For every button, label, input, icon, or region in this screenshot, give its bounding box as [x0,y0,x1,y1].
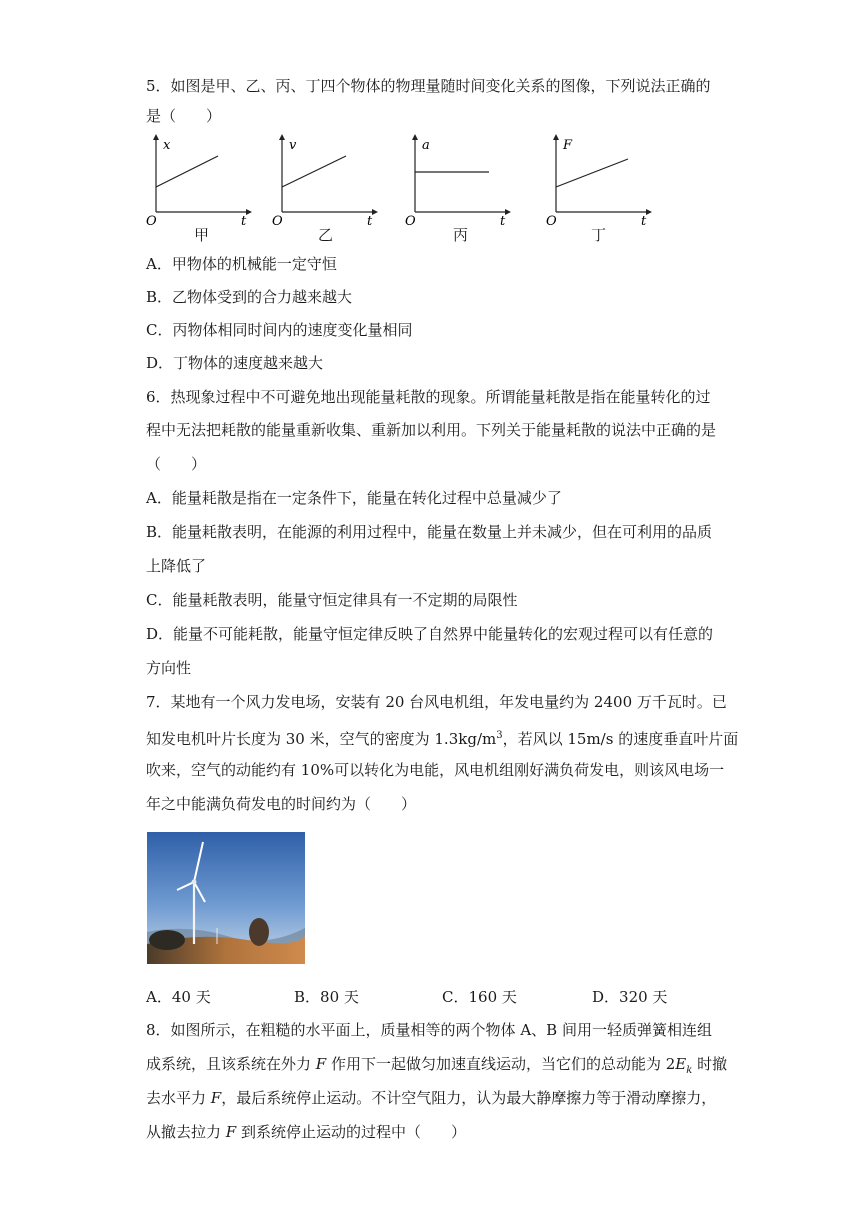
q5-graphs [146,132,666,242]
graph-yi [272,132,382,227]
q8-stem-line2: 成系统，且该系统在外力 F 作用下一起做匀加速直线运动，当它们的总动能为 $2E_k$ 时撤 [146,1055,728,1076]
q7-option-c: C．160 天 [442,988,517,1006]
q6-option-d-line1: D．能量不可能耗散，能量守恒定律反映了自然界中能量转化的宏观过程可以有任意的 [146,625,714,643]
graph-yi-origin: O [272,214,283,227]
graph-jia-origin: O [146,214,157,227]
graph-bing-label: 丙 [453,226,469,244]
q7-stem-line4: 年之中能满负荷发电的时间约为（ ） [146,795,417,813]
q5-option-d: D．丁物体的速度越来越大 [146,354,324,372]
graph-ding [546,132,656,227]
wind-turbine-photo [147,832,305,964]
q7-option-d: D．320 天 [592,988,668,1006]
graph-ding-yaxis: F [563,138,573,153]
q6-option-b-line2: 上降低了 [146,557,207,575]
graph-yi-xaxis: t [367,214,373,227]
q5-option-b: B．乙物体受到的合力越来越大 [146,288,353,306]
graph-bing-xaxis: t [500,214,506,227]
graph-bing-yaxis: a [422,138,430,153]
q5-stem-line2: 是（ ） [146,107,222,125]
q5-stem-line1: 5．如图是甲、乙、丙、丁四个物体的物理量随时间变化关系的图像，下列说法正确的 [146,77,711,95]
q6-option-d-line2: 方向性 [146,659,192,677]
graph-jia-label: 甲 [194,226,210,244]
q6-stem-line2: 程中无法把耗散的能量重新收集、重新加以利用。下列关于能量耗散的说法中正确的是 [146,421,717,439]
q5-option-c: C．丙物体相同时间内的速度变化量相同 [146,321,413,339]
graph-ding-label: 丁 [591,226,607,244]
q6-option-b-line1: B．能量耗散表明，在能源的利用过程中，能量在数量上并未减少，但在可利用的品质 [146,523,713,541]
q7-stem-line3: 吹来，空气的动能约有 10%可以转化为电能，风电机组刚好满负荷发电，则该风电场一 [146,761,725,779]
q7-option-a: A．40 天 [146,988,211,1006]
graph-ding-origin: O [546,214,557,227]
graph-bing [405,132,515,227]
graph-jia-xaxis: t [241,214,247,227]
graph-yi-yaxis: v [289,138,297,153]
q7-stem-line2: 知发电机叶片长度为 30 米，空气的密度为 $1.3kg/m^3$，若风以 15m/s 的速度垂直叶片面 [146,730,739,748]
q6-stem-line1: 6．热现象过程中不可避免地出现能量耗散的现象。所谓能量耗散是指在能量转化的过 [146,388,711,406]
q7-options [146,986,706,1006]
q6-option-a: A．能量耗散是指在一定条件下，能量在转化过程中总量减少了 [146,489,562,507]
graph-bing-origin: O [405,214,416,227]
graph-ding-xaxis: t [641,214,647,227]
graph-yi-label: 乙 [318,226,334,244]
q6-stem-line3: （ ） [146,455,207,473]
graph-jia [146,132,256,227]
graph-jia-yaxis: x [163,138,171,153]
q7-option-b: B．80 天 [294,988,359,1006]
q5-option-a: A．甲物体的机械能一定守恒 [146,255,337,273]
q8-stem-line3: 去水平力 F，最后系统停止运动。不计空气阻力，认为最大静摩擦力等于滑动摩擦力， [146,1089,717,1107]
q7-stem-line1: 7．某地有一个风力发电场，安装有 20 台风电机组，年发电量约为 2400 万千瓦时。已 [146,693,727,711]
q6-option-c: C．能量耗散表明，能量守恒定律具有一不定期的局限性 [146,591,518,609]
q8-stem-line4: 从撤去拉力 F 到系统停止运动的过程中（ ） [146,1123,466,1141]
q8-stem-line1: 8．如图所示，在粗糙的水平面上，质量相等的两个物体 A、B 间用一轻质弹簧相连组 [146,1021,712,1039]
